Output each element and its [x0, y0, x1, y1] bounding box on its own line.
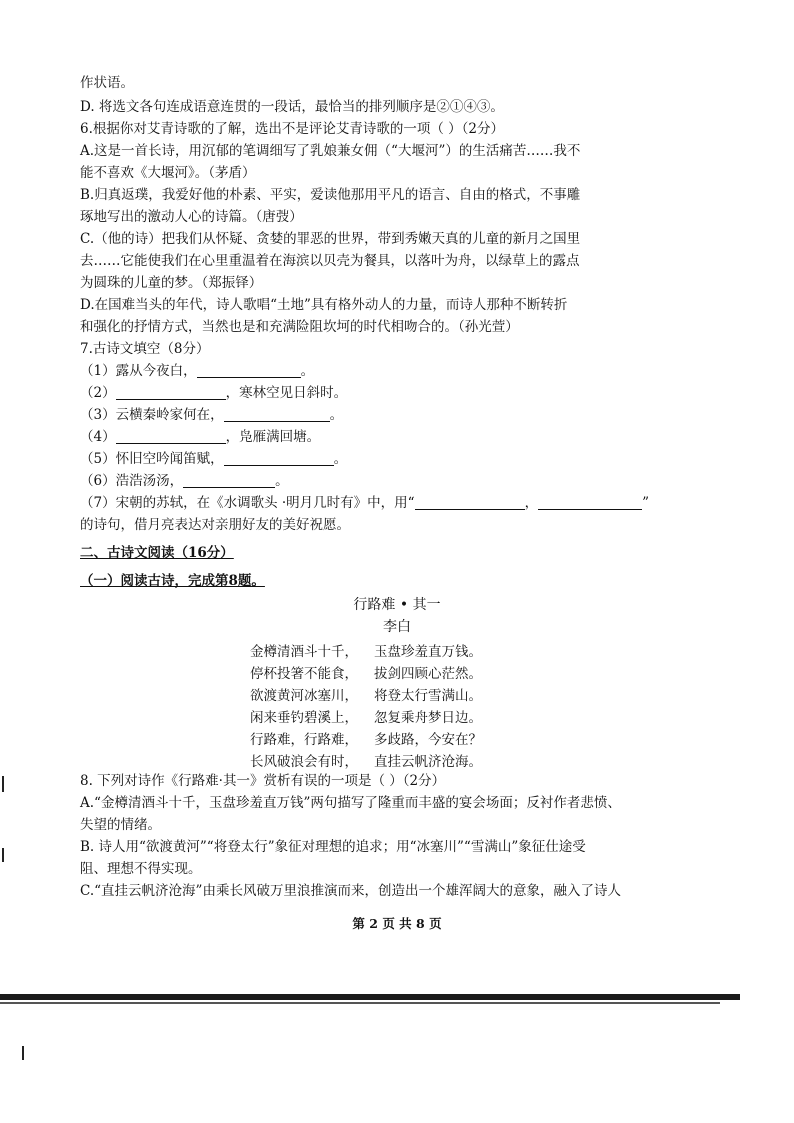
option-d-cont: 和强化的抒情方式，当然也是和充满险阻坎坷的时代相吻合的。（孙光萱） — [80, 319, 519, 335]
fill-text: ， — [524, 495, 539, 511]
text-line: 的诗句，借月亮表达对亲朋好友的美好祝愿。 — [80, 517, 350, 533]
fill-item-4 — [80, 428, 320, 446]
poem-half: 多歧路，今安在？ — [374, 732, 482, 748]
subsection-heading: （一）阅读古诗，完成第8题。 — [80, 573, 265, 589]
fill-text: ” — [642, 495, 649, 511]
option-a-cont: 失望的情绪。 — [80, 817, 161, 833]
poem-half: 忽复乘舟梦日边。 — [374, 710, 482, 726]
fill-item-1 — [80, 362, 314, 380]
fill-item-6 — [80, 472, 289, 490]
poem-half: 拔剑四顾心茫然。 — [374, 666, 482, 682]
option-c-cont: 为圆珠的儿童的梦。（郑振铎） — [80, 275, 263, 291]
fill-text: ，凫雁满回塘。 — [225, 429, 321, 445]
fill-item-2 — [80, 384, 347, 402]
fill-text: （1）露从今夜白， — [80, 363, 197, 379]
poem-half: 将登太行雪满山。 — [374, 688, 482, 704]
option-c: C.“直挂云帆济沧海”由乘长风破万里浪推演而来，创造出一个雄浑阔大的意象，融入了诗人 — [80, 883, 621, 899]
poem-half: 行路难，行路难， — [250, 732, 358, 748]
fill-text: （6）浩浩汤汤， — [80, 473, 184, 489]
answer-blank[interactable] — [538, 495, 642, 510]
fill-text: （7）宋朝的苏轼，在《水调歌头 ·明月几时有》中，用“ — [80, 495, 415, 511]
poem-line — [250, 662, 482, 682]
answer-blank[interactable] — [183, 473, 275, 488]
scan-edge-mark — [22, 1046, 24, 1060]
poem-half: 停杯投箸不能食， — [250, 666, 358, 682]
poem-half: 欲渡黄河冰塞川， — [250, 688, 358, 704]
page-footer: 第 2 页 共 8 页 — [352, 916, 442, 931]
option-b-cont: 琢地写出的激动人心的诗篇。（唐弢） — [80, 209, 303, 225]
fill-text: 。 — [329, 407, 344, 423]
question-6: 6.根据你对艾青诗歌的了解，选出不是评论艾青诗歌的一项（ ）（2分） — [80, 121, 505, 137]
question-8: 8. 下列对诗作《行路难·其一》赏析有误的一项是（ ）（2分） — [80, 773, 446, 789]
text-line: 作状语。 — [80, 75, 134, 91]
poem-half: 玉盘珍羞直万钱。 — [374, 644, 482, 660]
fill-text: （2） — [80, 385, 116, 401]
fill-item-3 — [80, 406, 343, 424]
text-line: D. 将选文各句连成语意连贯的一段话，最恰当的排列顺序是②①④③。 — [80, 99, 504, 115]
fill-item-5 — [80, 450, 347, 468]
poem-line — [250, 750, 482, 770]
option-c: C.（他的诗）把我们从怀疑、贪婪的罪恶的世界，带到秀嫩天真的儿童的新月之国里 — [80, 231, 581, 247]
option-c-cont: 去……它能使我们在心里重温着在海滨以贝壳为餐具，以落叶为舟，以绿草上的露点 — [80, 253, 580, 269]
poem-line — [250, 640, 482, 660]
poem-half: 闲来垂钓碧溪上， — [250, 710, 358, 726]
fill-text: （3）云横秦岭家何在， — [80, 407, 224, 423]
fill-text: （5）怀旧空吟闻笛赋， — [80, 451, 224, 467]
answer-blank[interactable] — [224, 451, 334, 466]
answer-blank[interactable] — [116, 429, 226, 444]
poem-author: 李白 — [383, 619, 411, 635]
scan-artifact-line — [0, 994, 740, 1000]
section-heading: 二、古诗文阅读（16分） — [80, 545, 234, 561]
scan-artifact-line — [0, 1002, 720, 1004]
fill-text: 。 — [333, 451, 348, 467]
fill-text: ，寒林空见日斜时。 — [225, 385, 348, 401]
poem-line — [250, 706, 482, 726]
poem-line — [250, 684, 482, 704]
option-d: D.在国难当头的年代，诗人歌唱“土地”具有格外动人的力量，而诗人那种不断转折 — [80, 297, 568, 313]
answer-blank[interactable] — [116, 385, 226, 400]
option-b: B. 诗人用“欲渡黄河”“将登太行”象征对理想的追求；用“冰塞川”“雪满山”象征仕途受 — [80, 839, 586, 855]
poem-half: 金樽清酒斗十千， — [250, 644, 358, 660]
scan-edge-mark — [2, 776, 4, 792]
option-b: B.归真返璞，我爱好他的朴素、平实，爱读他那用平凡的语言、自由的格式，不事雕 — [80, 187, 581, 203]
answer-blank[interactable] — [224, 407, 330, 422]
fill-text: 。 — [275, 473, 289, 489]
poem-half: 长风破浪会有时， — [250, 754, 358, 770]
option-b-cont: 阻、理想不得实现。 — [80, 861, 202, 877]
fill-item-7 — [80, 494, 649, 512]
poem-title: 行路难 • 其一 — [353, 597, 441, 613]
answer-blank[interactable] — [197, 363, 301, 378]
poem-half: 直挂云帆济沧海。 — [374, 754, 482, 770]
option-a: A.这是一首长诗，用沉郁的笔调细写了乳娘兼女佣（“大堰河”）的生活痛苦……我不 — [80, 143, 581, 159]
scan-edge-mark — [2, 848, 4, 862]
option-a-cont: 能不喜欢《大堰河》。（茅盾） — [80, 165, 256, 181]
poem-line — [250, 728, 482, 748]
option-a: A.“金樽清酒斗十千，玉盘珍羞直万钱”两句描写了隆重而丰盛的宴会场面；反衬作者悲愤、 — [80, 795, 621, 811]
fill-text: 。 — [300, 363, 315, 379]
answer-blank[interactable] — [415, 495, 525, 510]
question-7: 7.古诗文填空（8分） — [80, 341, 210, 357]
fill-text: （4） — [80, 429, 116, 445]
